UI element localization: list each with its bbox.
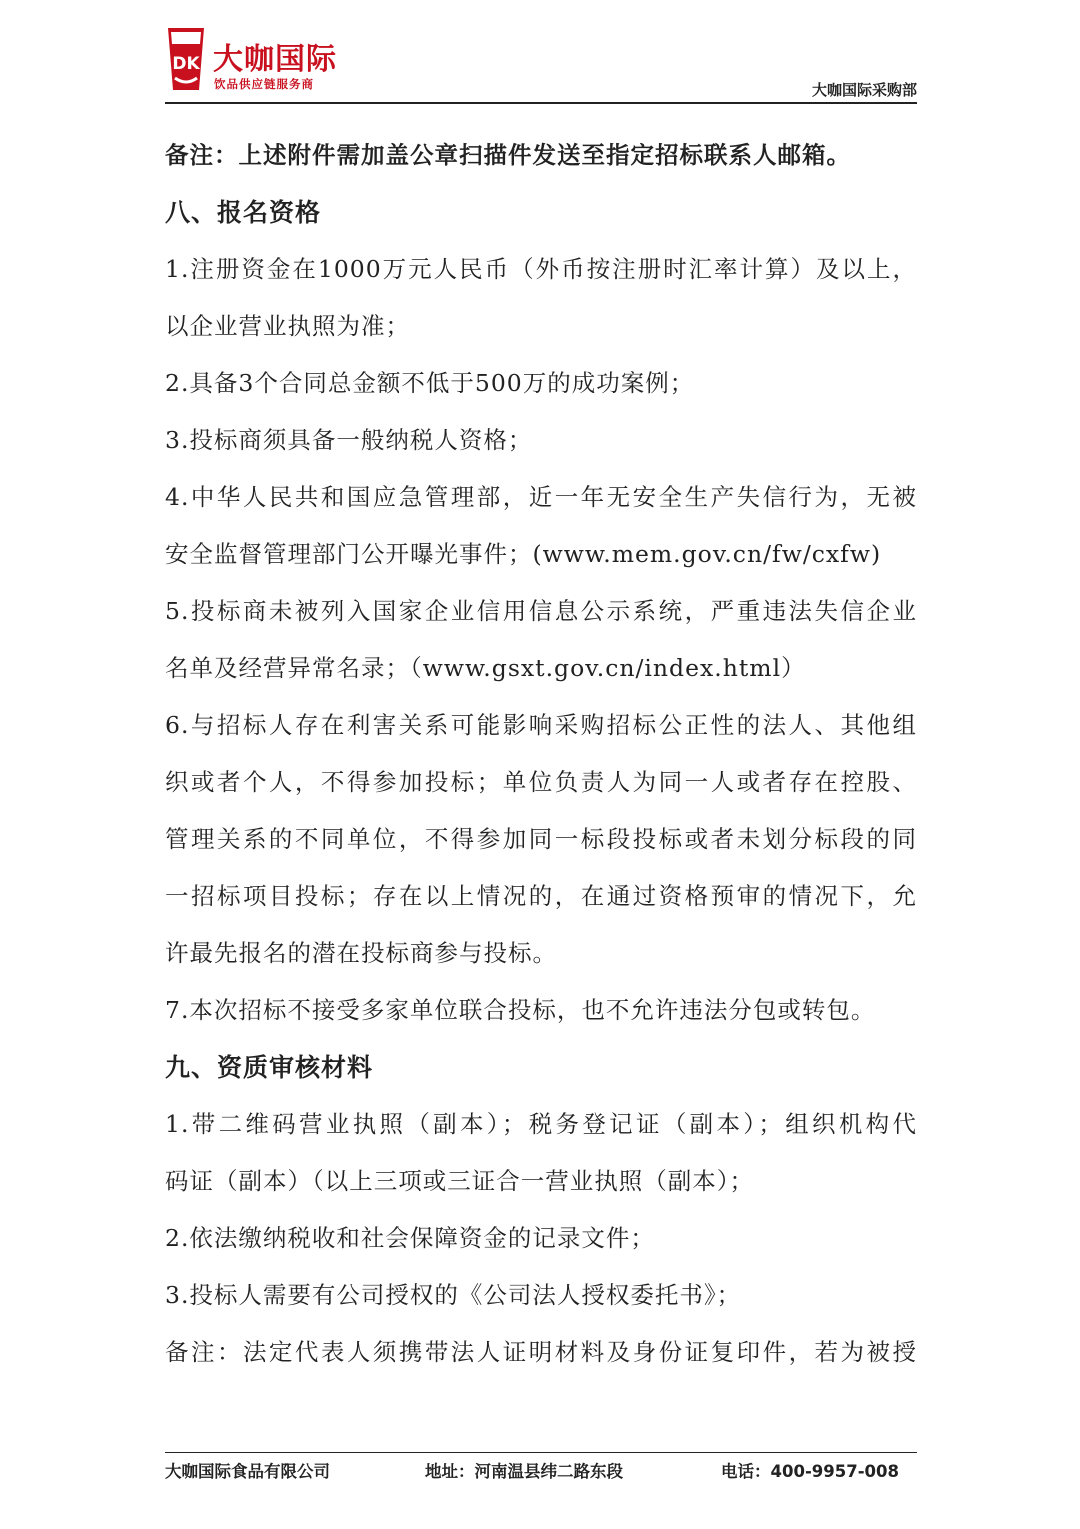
body-text-line: 许最先报名的潜在投标商参与投标。 — [165, 939, 557, 967]
department-label: 大咖国际采购部 — [811, 81, 917, 99]
body-text-line: 名单及经营异常名录；（www.gsxt.gov.cn/index.html） — [165, 654, 806, 682]
section-heading: 八、报名资格 — [165, 198, 322, 227]
dk-logo-icon — [165, 24, 207, 94]
body-text-line: 2.依法缴纳税收和社会保障资金的记录文件； — [165, 1224, 655, 1252]
body-text-line: 7.本次招标不接受多家单位联合投标，也不允许违法分包或转包。 — [165, 996, 876, 1024]
body-text-line: 5.投标商未被列入国家企业信用信息公示系统，严重违法失信企业 — [165, 597, 917, 625]
body-text-line: 备注：法定代表人须携带法人证明材料及身份证复印件，若为被授 — [165, 1338, 917, 1366]
logo-subtitle: 饮品供应链服务商 — [214, 77, 314, 91]
body-text-line: 1.注册资金在1000万元人民币（外币按注册时汇率计算）及以上， — [165, 255, 917, 283]
body-text-line: 2.具备3个合同总金额不低于500万的成功案例； — [165, 369, 695, 397]
body-text-line: 一招标项目投标；存在以上情况的，在通过资格预审的情况下，允 — [165, 882, 917, 910]
body-text-line: 以企业营业执照为准； — [165, 312, 410, 340]
logo-text: 大咖国际 — [213, 42, 337, 77]
body-text-line: 码证（副本）（以上三项或三证合一营业执照（副本）； — [165, 1167, 754, 1195]
body-text-line: 备注：上述附件需加盖公章扫描件发送至指定招标联系人邮箱。 — [165, 141, 851, 169]
body-text-line: 3.投标商须具备一般纳税人资格； — [165, 426, 533, 454]
footer-divider — [165, 1452, 917, 1453]
body-text-line: 1.带二维码营业执照（副本）；税务登记证（副本）；组织机构代 — [165, 1110, 917, 1138]
footer-phone: 电话：400-9957-008 — [721, 1462, 900, 1481]
footer-address: 地址：河南温县纬二路东段 — [425, 1462, 623, 1481]
page-footer — [165, 1458, 917, 1480]
body-text-line: 6.与招标人存在利害关系可能影响采购招标公正性的法人、其他组 — [165, 711, 917, 739]
footer-company: 大咖国际食品有限公司 — [165, 1462, 330, 1481]
body-text-line: 织或者个人，不得参加投标；单位负责人为同一人或者存在控股、 — [165, 768, 917, 796]
body-text-line: 安全监督管理部门公开曝光事件；(www.mem.gov.cn/fw/cxfw) — [165, 540, 882, 568]
svg-text:DK: DK — [172, 54, 200, 74]
section-heading: 九、资质审核材料 — [165, 1053, 374, 1082]
body-text-line: 4.中华人民共和国应急管理部，近一年无安全生产失信行为，无被 — [165, 483, 917, 511]
company-logo — [165, 22, 375, 100]
header-divider — [165, 102, 917, 104]
page-header — [165, 22, 917, 104]
body-text-line: 管理关系的不同单位，不得参加同一标段投标或者未划分标段的同 — [165, 825, 917, 853]
document-body — [165, 127, 917, 1381]
body-text-line: 3.投标人需要有公司授权的《公司法人授权委托书》； — [165, 1281, 742, 1309]
